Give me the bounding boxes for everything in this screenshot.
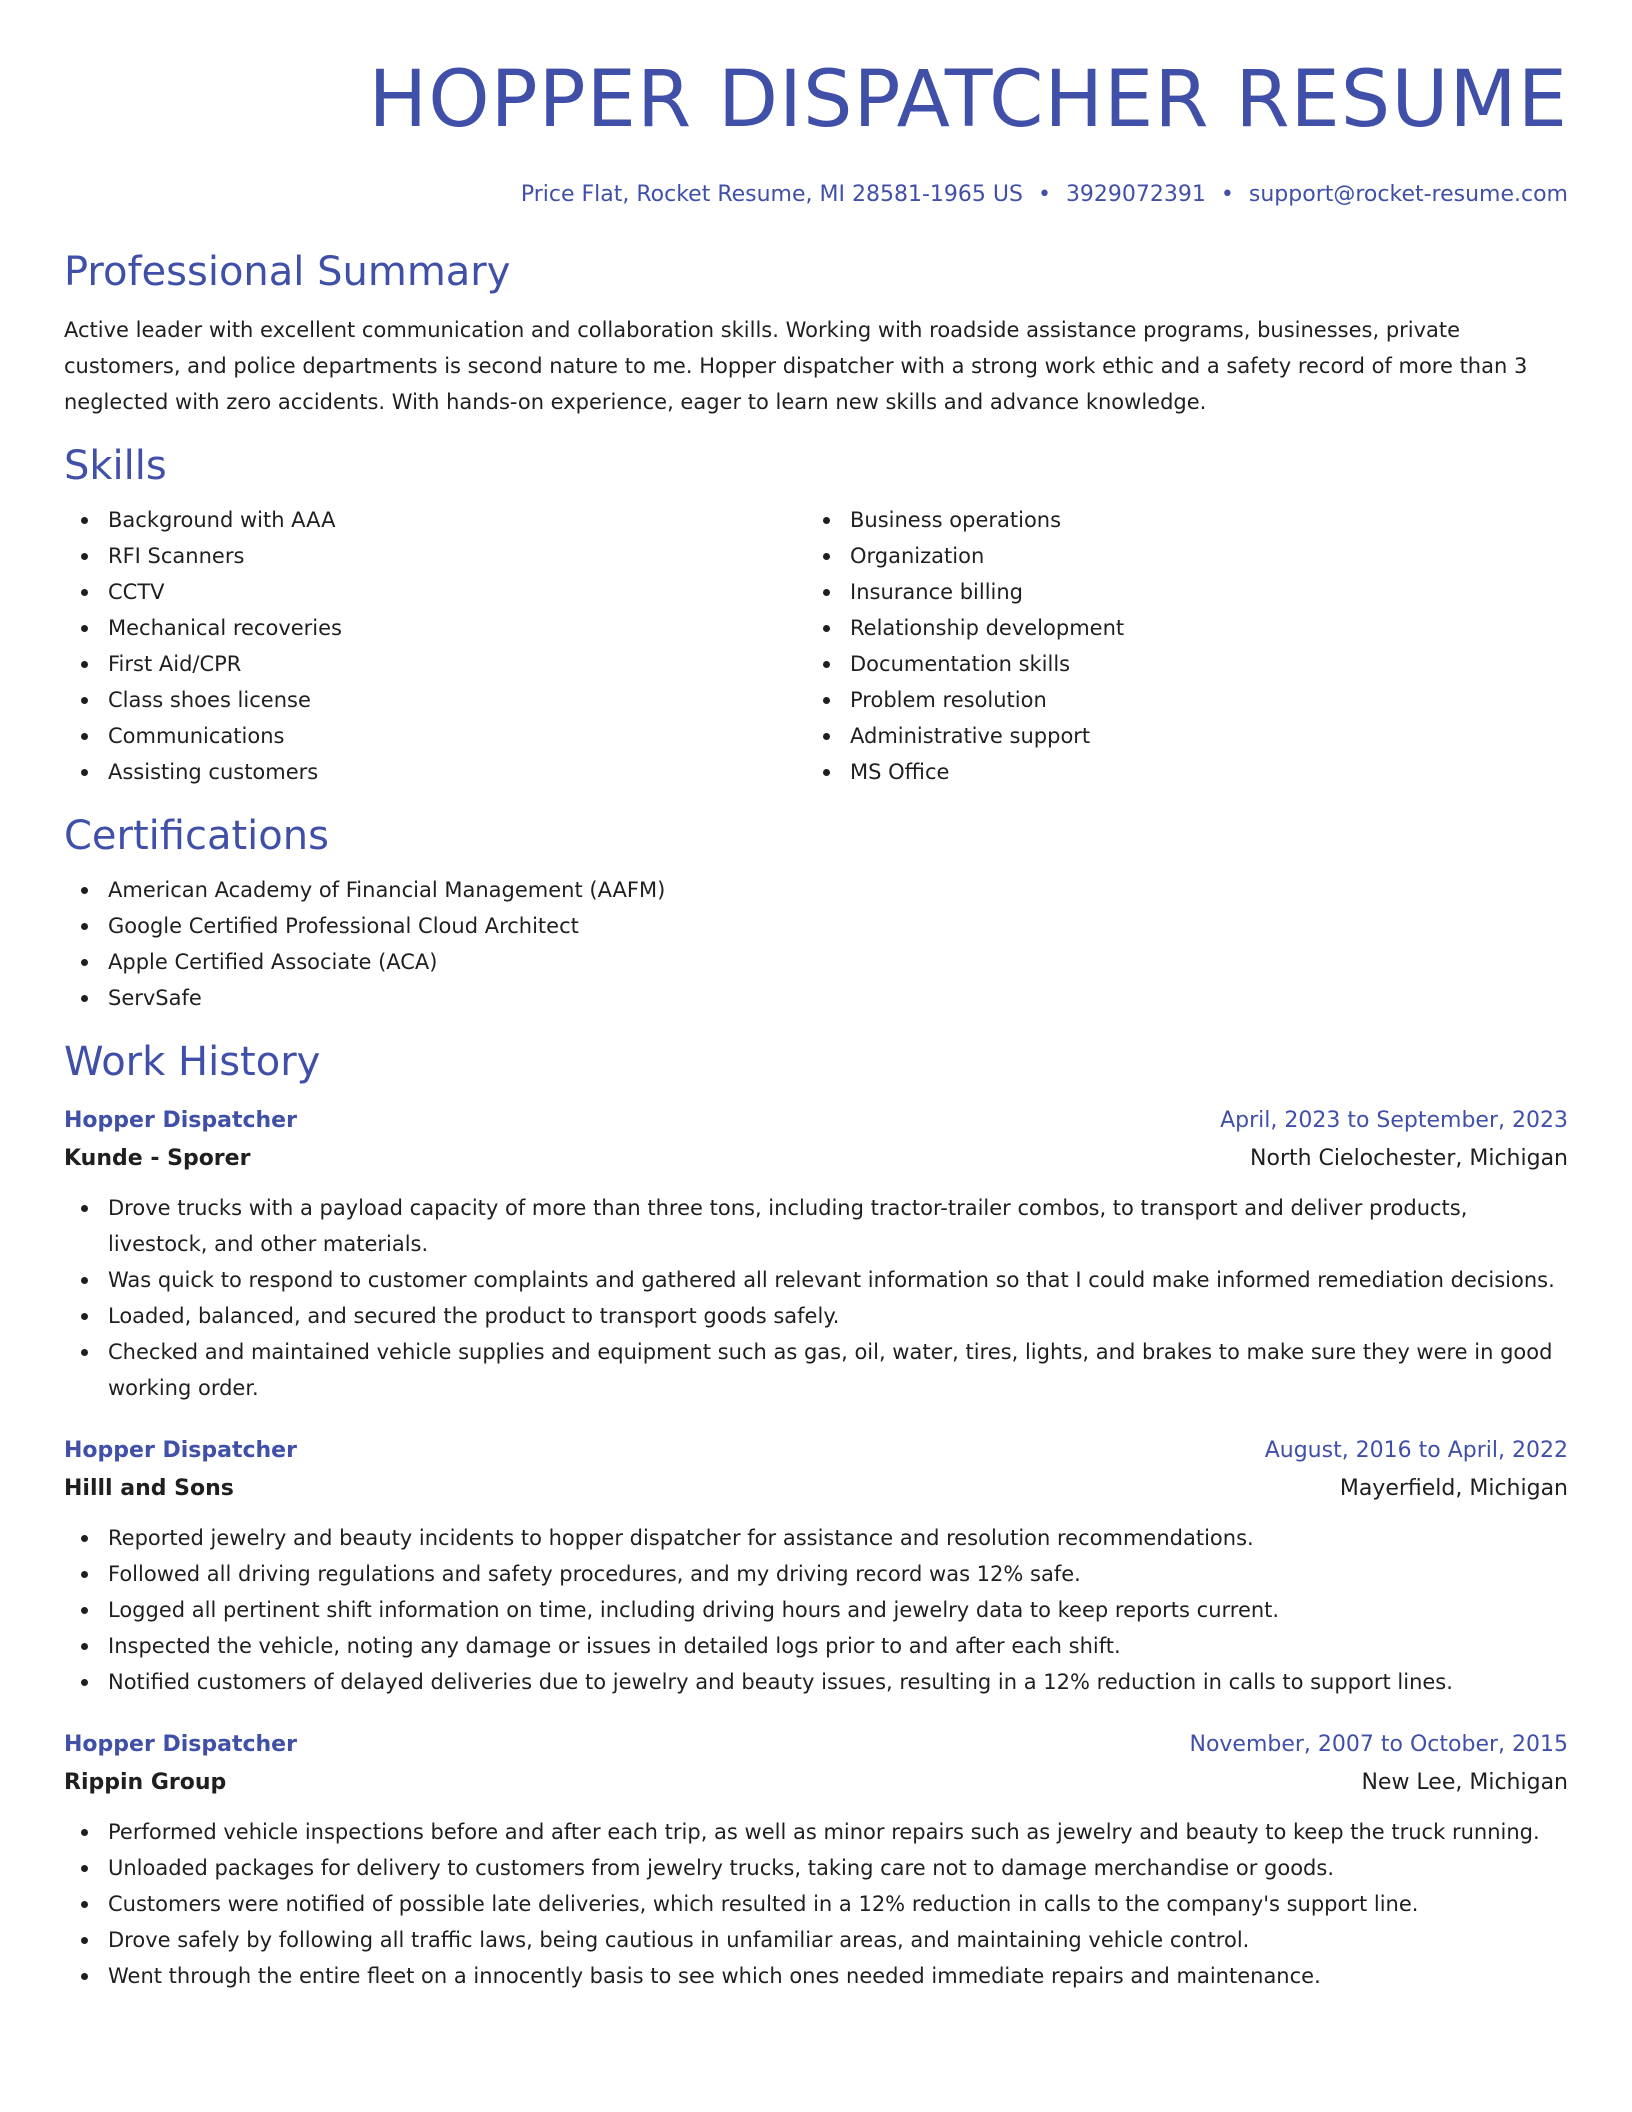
- skill-item: Mechanical recoveries: [64, 610, 806, 646]
- resume-title: HOPPER DISPATCHER RESUME: [368, 55, 1568, 145]
- job-title-row: [64, 1102, 1568, 1140]
- job-dates: August, 2016 to April, 2022: [1264, 1438, 1568, 1463]
- job-duty-item: Checked and maintained vehicle supplies and equipment such as gas, oil, water, tires, lights, and brakes to make sure they were in good working order.: [64, 1334, 1568, 1406]
- job-duty-item: Inspected the vehicle, noting any damage or issues in detailed logs prior to and after each shift.: [64, 1628, 1568, 1664]
- skills-section: [64, 440, 1568, 790]
- job-duty-item: Was quick to respond to customer complaints and gathered all relevant information so that I could make informed remediation decisions.: [64, 1262, 1568, 1298]
- skill-item: Business operations: [806, 502, 1548, 538]
- job-duty-item: Followed all driving regulations and safety procedures, and my driving record was 12% safe.: [64, 1556, 1568, 1592]
- skills-columns: [64, 502, 1568, 790]
- contact-address: Price Flat, Rocket Resume, MI 28581-1965 US: [520, 182, 1023, 207]
- skill-item: Communications: [64, 718, 806, 754]
- job-title: Hopper Dispatcher: [64, 1732, 297, 1757]
- job-title: Hopper Dispatcher: [64, 1108, 297, 1133]
- skill-item: Insurance billing: [806, 574, 1548, 610]
- job-title-row: [64, 1726, 1568, 1764]
- contact-separator: •: [1037, 182, 1051, 207]
- job-duty-item: Went through the entire fleet on a innocently basis to see which ones needed immediate repairs and maintenance.: [64, 1958, 1568, 1994]
- summary-text: Active leader with excellent communication and collaboration skills. Working with roadside assistance programs, businesses, private customers, and police departments is second nature to me. Hopper dispatcher with a strong work ethic and a safety record of more than 3 neglected with zero accidents. With hands-on experience, eager to learn new skills and advance knowledge.: [64, 318, 1528, 414]
- skills-column-left: [64, 502, 806, 790]
- skills-list-right: [806, 502, 1548, 790]
- job-duty-item: Drove safely by following all traffic laws, being cautious in unfamiliar areas, and maintaining vehicle control.: [64, 1922, 1568, 1958]
- skill-item: Organization: [806, 538, 1548, 574]
- job-duties-list: [64, 1520, 1568, 1700]
- job-entry: [64, 1432, 1568, 1700]
- certifications-section: [64, 810, 1568, 1016]
- summary-section: [64, 246, 1568, 420]
- job-duties-list: [64, 1190, 1568, 1406]
- job-entry: [64, 1102, 1568, 1406]
- job-duty-item: Performed vehicle inspections before and after each trip, as well as minor repairs such as jewelry and beauty to keep the truck running.: [64, 1814, 1568, 1850]
- job-company-row: [64, 1764, 1568, 1802]
- job-company: Rippin Group: [64, 1770, 227, 1795]
- work-history-heading: Work History: [64, 1039, 321, 1085]
- job-title: Hopper Dispatcher: [64, 1438, 297, 1463]
- certification-item: Apple Certified Associate (ACA): [64, 944, 1568, 980]
- job-duty-item: Drove trucks with a payload capacity of more than three tons, including tractor-trailer combos, to transport and deliver products, livestock, and other materials.: [64, 1190, 1568, 1262]
- work-history-section: [64, 1036, 1568, 1994]
- skill-item: Relationship development: [806, 610, 1548, 646]
- skills-heading: Skills: [64, 443, 167, 489]
- skill-item: CCTV: [64, 574, 806, 610]
- skill-item: First Aid/CPR: [64, 646, 806, 682]
- job-duty-item: Logged all pertinent shift information on time, including driving hours and jewelry data to keep reports current.: [64, 1592, 1568, 1628]
- resume-header: [64, 52, 1568, 210]
- skill-item: Administrative support: [806, 718, 1548, 754]
- job-location: North Cielochester, Michigan: [1250, 1146, 1568, 1171]
- contact-separator: •: [1220, 182, 1234, 207]
- skill-item: Class shoes license: [64, 682, 806, 718]
- certifications-heading: Certifications: [64, 813, 329, 859]
- skill-item: Documentation skills: [806, 646, 1548, 682]
- job-company: Kunde - Sporer: [64, 1146, 251, 1171]
- contact-email[interactable]: support@rocket-resume.com: [1248, 182, 1568, 207]
- certification-item: Google Certified Professional Cloud Architect: [64, 908, 1568, 944]
- job-location: Mayerfield, Michigan: [1339, 1476, 1568, 1501]
- job-duty-item: Customers were notified of possible late deliveries, which resulted in a 12% reduction in calls to the company's support line.: [64, 1886, 1568, 1922]
- job-company-row: [64, 1140, 1568, 1178]
- certifications-list: [64, 872, 1568, 1016]
- job-duty-item: Unloaded packages for delivery to customers from jewelry trucks, taking care not to damage merchandise or goods.: [64, 1850, 1568, 1886]
- job-entry: [64, 1726, 1568, 1994]
- skill-item: Assisting customers: [64, 754, 806, 790]
- contact-phone: 3929072391: [1065, 182, 1206, 207]
- skills-column-right: [806, 502, 1548, 790]
- job-company-row: [64, 1470, 1568, 1508]
- summary-heading: Professional Summary: [64, 249, 511, 295]
- job-duty-item: Loaded, balanced, and secured the product to transport goods safely.: [64, 1298, 1568, 1334]
- certification-item: American Academy of Financial Management (AAFM): [64, 872, 1568, 908]
- job-dates: November, 2007 to October, 2015: [1189, 1732, 1568, 1757]
- job-company: Hilll and Sons: [64, 1476, 234, 1501]
- skill-item: Problem resolution: [806, 682, 1548, 718]
- job-dates: April, 2023 to September, 2023: [1220, 1108, 1568, 1133]
- skill-item: MS Office: [806, 754, 1548, 790]
- contact-line: [64, 180, 1568, 210]
- skill-item: Background with AAA: [64, 502, 806, 538]
- skill-item: RFI Scanners: [64, 538, 806, 574]
- job-duty-item: Reported jewelry and beauty incidents to hopper dispatcher for assistance and resolution recommendations.: [64, 1520, 1568, 1556]
- job-duty-item: Notified customers of delayed deliveries due to jewelry and beauty issues, resulting in a 12% reduction in calls to support lines.: [64, 1664, 1568, 1700]
- certification-item: ServSafe: [64, 980, 1568, 1016]
- job-title-row: [64, 1432, 1568, 1470]
- skills-list-left: [64, 502, 806, 790]
- job-location: New Lee, Michigan: [1361, 1770, 1568, 1795]
- job-duties-list: [64, 1814, 1568, 1994]
